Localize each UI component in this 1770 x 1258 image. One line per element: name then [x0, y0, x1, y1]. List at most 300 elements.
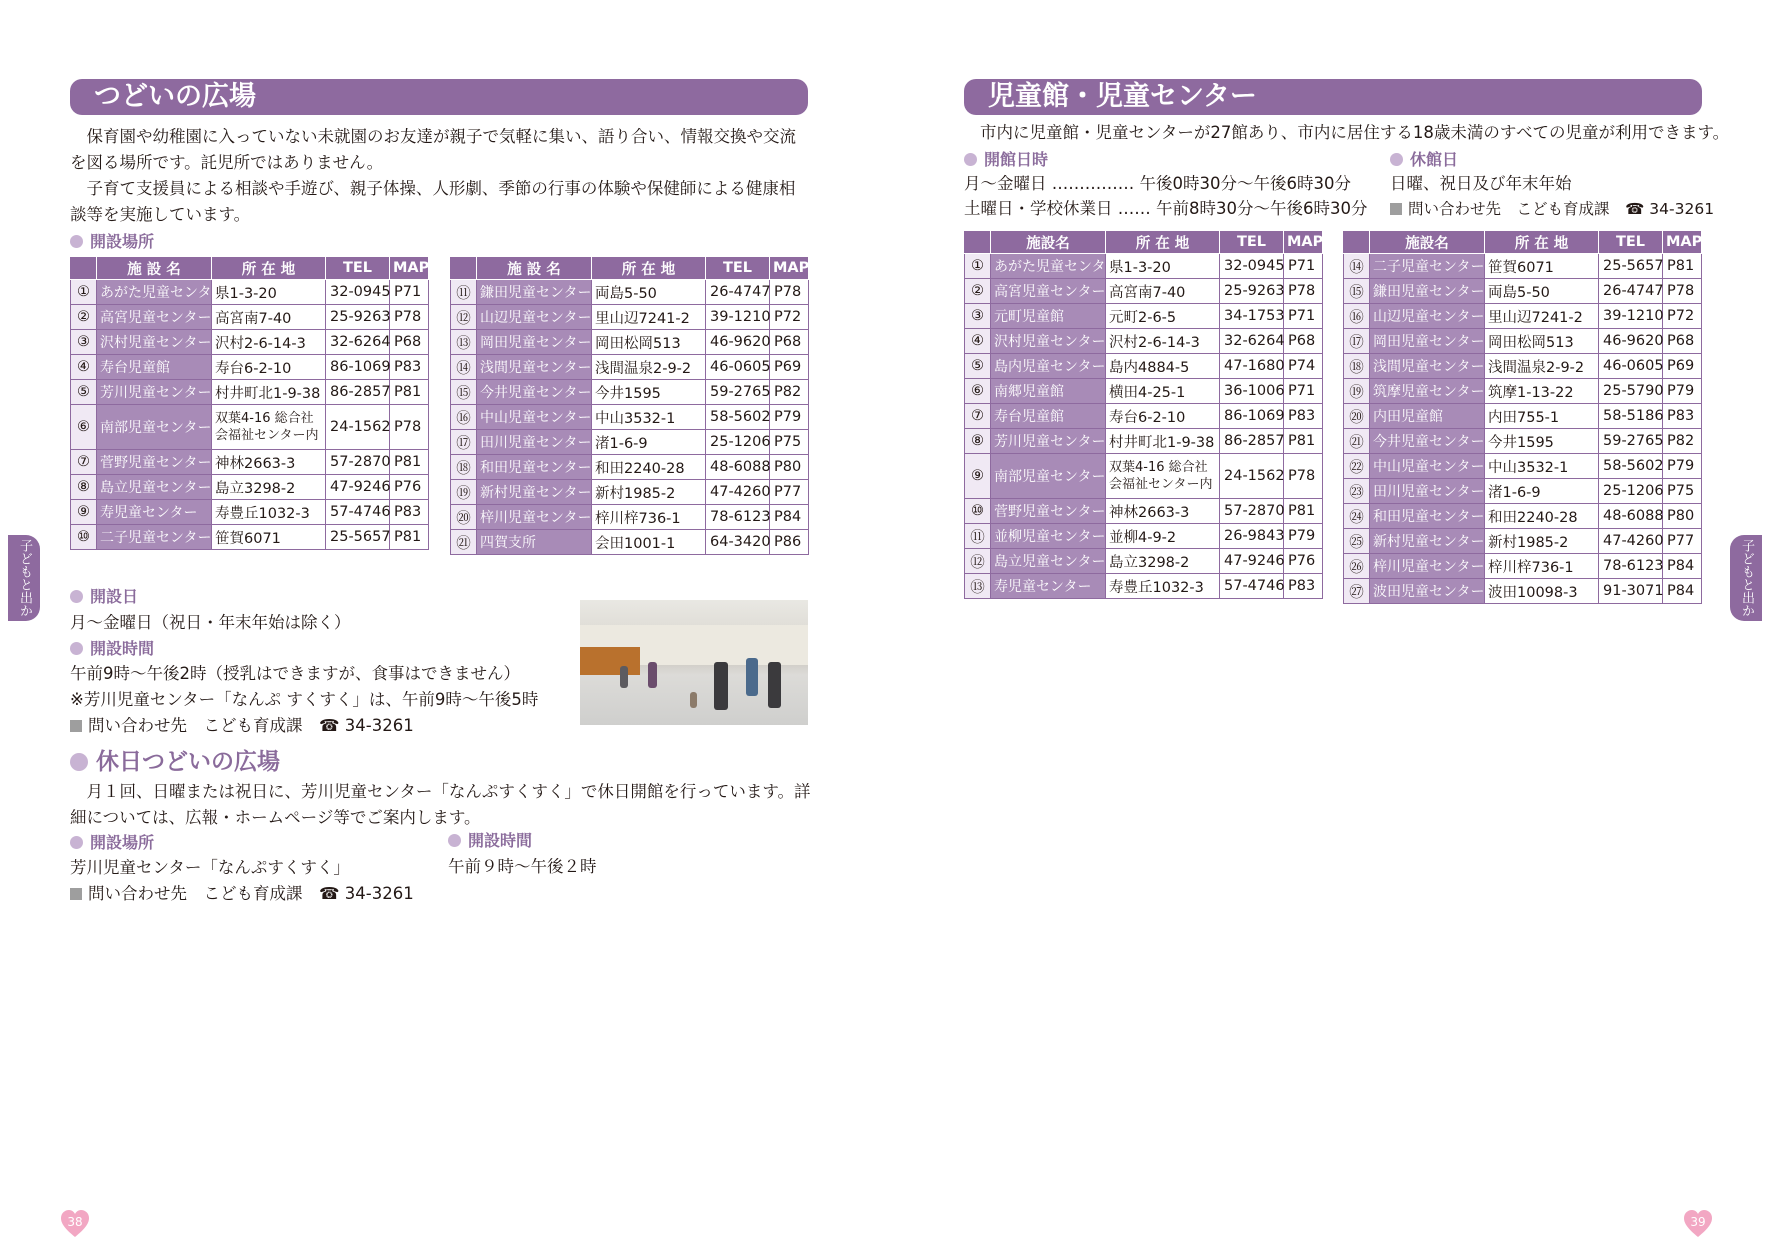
- facility-map-page: P76: [390, 475, 429, 500]
- table-row: [71, 525, 429, 550]
- facility-address: 高宮南7-40: [1106, 279, 1220, 304]
- header-name: 施 設 名: [97, 257, 212, 280]
- facility-address: 両島5-50: [1485, 279, 1599, 304]
- facility-address: 島内4884-5: [1106, 354, 1220, 379]
- header-number: [451, 257, 477, 280]
- table-row: [965, 574, 1323, 599]
- facility-address: 寿豊丘1032-3: [212, 500, 326, 525]
- table-row: [451, 455, 809, 480]
- bullet-icon: [70, 235, 83, 248]
- table-row: [965, 304, 1323, 329]
- table-row: [965, 254, 1323, 279]
- table-header-row: [71, 257, 429, 280]
- table-row: [1344, 454, 1702, 479]
- facility-name: 鎌田児童センター: [1370, 279, 1485, 304]
- row-number: ⑰: [451, 430, 477, 455]
- facility-map-page: P81: [1284, 429, 1323, 454]
- row-number: ⑩: [71, 525, 97, 550]
- facility-name: 南部児童センター: [991, 454, 1106, 499]
- left-page-number: 38: [60, 1209, 90, 1239]
- facility-name: 中山児童センター: [477, 405, 592, 430]
- facility-tel: 59-2765: [1599, 429, 1663, 454]
- facility-name: 田川児童センター: [1370, 479, 1485, 504]
- facility-tel: 78-6123: [1599, 554, 1663, 579]
- facility-name: 島立児童センター: [991, 549, 1106, 574]
- facility-map-page: P68: [1284, 329, 1323, 354]
- facility-name: 南郷児童館: [991, 379, 1106, 404]
- facility-tel: 32-6264: [326, 330, 390, 355]
- facility-map-page: P68: [1663, 329, 1702, 354]
- row-number: ㉒: [1344, 454, 1370, 479]
- facility-map-page: P79: [1284, 524, 1323, 549]
- table-row: [71, 405, 429, 450]
- facility-map-page: P74: [1284, 354, 1323, 379]
- row-number: ②: [965, 279, 991, 304]
- header-address: 所 在 地: [1106, 231, 1220, 254]
- facility-name: 南部児童センター: [97, 405, 212, 450]
- table-row: [1344, 579, 1702, 604]
- left-facility-table-2: [450, 256, 809, 555]
- facility-map-page: P82: [1663, 429, 1702, 454]
- facility-map-page: P71: [1284, 304, 1323, 329]
- left-facility-table-1: [70, 256, 429, 550]
- facility-address: 県1-3-20: [212, 280, 326, 305]
- facility-address: 村井町北1-9-38: [212, 380, 326, 405]
- right-facility-table-2: [1343, 230, 1702, 604]
- header-map: MAP: [770, 257, 809, 280]
- facility-map-page: P86: [770, 530, 809, 555]
- facility-map-page: P69: [770, 355, 809, 380]
- facility-map-page: P77: [1663, 529, 1702, 554]
- row-number: ⑪: [965, 524, 991, 549]
- row-number: ④: [71, 355, 97, 380]
- facility-name: あがた児童センター: [97, 280, 212, 305]
- row-number: ⑮: [1344, 279, 1370, 304]
- facility-map-page: P71: [1284, 379, 1323, 404]
- header-map: MAP: [1284, 231, 1323, 254]
- bullet-icon: [70, 642, 83, 655]
- table-row: [965, 279, 1323, 304]
- holiday-place: 芳川児童センター「なんぷすくすく」: [70, 858, 350, 877]
- header-tel: TEL: [1599, 231, 1663, 254]
- facility-name: 和田児童センター: [1370, 504, 1485, 529]
- header-tel: TEL: [706, 257, 770, 280]
- table-row: [451, 380, 809, 405]
- row-number: ⑤: [965, 354, 991, 379]
- holiday-place-heading: 開設場所: [70, 832, 154, 854]
- facility-tel: 25-5790: [1599, 379, 1663, 404]
- table-row: [1344, 504, 1702, 529]
- facility-address: 元町2-6-5: [1106, 304, 1220, 329]
- table-row: [1344, 429, 1702, 454]
- row-number: ⑬: [451, 330, 477, 355]
- facility-address: 島立3298-2: [212, 475, 326, 500]
- facility-map-page: P83: [390, 355, 429, 380]
- right-section-title: 児童館・児童センター: [964, 79, 1702, 115]
- facility-address: 笹賀6071: [1485, 254, 1599, 279]
- facility-name: 中山児童センター: [1370, 454, 1485, 479]
- table-row: [1344, 304, 1702, 329]
- facility-name: 四賀支所: [477, 530, 592, 555]
- table-row: [71, 355, 429, 380]
- facility-address: 並柳4-9-2: [1106, 524, 1220, 549]
- row-number: ㉔: [1344, 504, 1370, 529]
- row-number: ①: [965, 254, 991, 279]
- row-number: ⑳: [451, 505, 477, 530]
- facility-tel: 25-9263: [1220, 279, 1284, 304]
- table-row: [1344, 529, 1702, 554]
- facility-map-page: P78: [390, 405, 429, 450]
- facility-name: 梓川児童センター: [477, 505, 592, 530]
- facility-name: 菅野児童センター: [97, 450, 212, 475]
- left-days: 月～金曜日（祝日・年末年始は除く）: [70, 613, 351, 632]
- facility-name: 新村児童センター: [1370, 529, 1485, 554]
- facility-tel: 46-9620: [706, 330, 770, 355]
- table-row: [451, 305, 809, 330]
- facility-address: 横田4-25-1: [1106, 379, 1220, 404]
- row-number: ⑧: [71, 475, 97, 500]
- holiday-time-heading: 開設時間: [448, 830, 532, 852]
- header-address: 所 在 地: [1485, 231, 1599, 254]
- row-number: ㉓: [1344, 479, 1370, 504]
- facility-address: 浅間温泉2-9-2: [592, 355, 706, 380]
- facility-name: 並柳児童センター: [991, 524, 1106, 549]
- table-row: [71, 500, 429, 525]
- facility-tel: 32-0945: [326, 280, 390, 305]
- facility-name: 岡田児童センター: [477, 330, 592, 355]
- row-number: ③: [71, 330, 97, 355]
- row-number: ⑨: [965, 454, 991, 499]
- facility-name: 浅間児童センター: [477, 355, 592, 380]
- bullet-icon: [964, 153, 977, 166]
- facility-tel: 25-1206: [1599, 479, 1663, 504]
- row-number: ⑫: [965, 549, 991, 574]
- table-row: [451, 280, 809, 305]
- facility-map-page: P76: [1284, 549, 1323, 574]
- facility-map-page: P79: [770, 405, 809, 430]
- facility-map-page: P78: [1284, 279, 1323, 304]
- facility-map-page: P84: [1663, 579, 1702, 604]
- row-number: ⑥: [71, 405, 97, 450]
- table-row: [451, 330, 809, 355]
- bullet-icon: [70, 836, 83, 849]
- header-map: MAP: [390, 257, 429, 280]
- left-intro-2: 子育て支援員による相談や手遊び、親子体操、人形劇、季節の行事の体験や保健師による健康相談等を実施しています。: [70, 179, 796, 224]
- table-row: [451, 505, 809, 530]
- facility-address: 岡田松岡513: [1485, 329, 1599, 354]
- row-number: ⑳: [1344, 404, 1370, 429]
- facility-name: 田川児童センター: [477, 430, 592, 455]
- facility-tel: 26-4747: [706, 280, 770, 305]
- facility-map-page: P83: [1284, 574, 1323, 599]
- row-number: ④: [965, 329, 991, 354]
- facility-name: 今井児童センター: [1370, 429, 1485, 454]
- facility-tel: 86-1069: [326, 355, 390, 380]
- table-row: [1344, 254, 1702, 279]
- table-row: [1344, 554, 1702, 579]
- facility-name: 高宮児童センター: [97, 305, 212, 330]
- facility-tel: 46-9620: [1599, 329, 1663, 354]
- facility-tel: 47-9246: [326, 475, 390, 500]
- facility-address: 県1-3-20: [1106, 254, 1220, 279]
- facility-map-page: P78: [770, 280, 809, 305]
- table-row: [965, 499, 1323, 524]
- facility-address: 寿台6-2-10: [1106, 404, 1220, 429]
- header-tel: TEL: [1220, 231, 1284, 254]
- header-map: MAP: [1663, 231, 1702, 254]
- facility-name: 沢村児童センター: [991, 329, 1106, 354]
- row-number: ⑱: [451, 455, 477, 480]
- facility-tel: 57-4746: [1220, 574, 1284, 599]
- row-number: ⑯: [451, 405, 477, 430]
- facility-address: 渚1-6-9: [592, 430, 706, 455]
- facility-tel: 64-3420: [706, 530, 770, 555]
- row-number: ⑲: [451, 480, 477, 505]
- facility-tel: 25-1206: [706, 430, 770, 455]
- table-row: [965, 549, 1323, 574]
- row-number: ③: [965, 304, 991, 329]
- left-hours-note: ※芳川児童センター「なんぷ すくすく」は、午前9時～午後5時: [70, 690, 539, 709]
- facility-map-page: P80: [770, 455, 809, 480]
- row-number: ②: [71, 305, 97, 330]
- facility-tel: 26-4747: [1599, 279, 1663, 304]
- right-contact: 問い合わせ先 こども育成課 ☎ 34-3261: [1390, 197, 1714, 221]
- header-name: 施設名: [991, 231, 1106, 254]
- facility-tel: 58-5602: [706, 405, 770, 430]
- facility-name: 内田児童館: [1370, 404, 1485, 429]
- facility-name: 和田児童センター: [477, 455, 592, 480]
- bullet-icon: [1390, 153, 1403, 166]
- facility-tel: 36-1006: [1220, 379, 1284, 404]
- facility-tel: 34-1753: [1220, 304, 1284, 329]
- left-contact: 問い合わせ先 こども育成課 ☎ 34-3261: [70, 714, 414, 738]
- facility-name: 高宮児童センター: [991, 279, 1106, 304]
- facility-address: 浅間温泉2-9-2: [1485, 354, 1599, 379]
- table-header-row: [965, 231, 1323, 254]
- table-row: [1344, 329, 1702, 354]
- table-row: [451, 530, 809, 555]
- row-number: ⑨: [71, 500, 97, 525]
- facility-map-page: P79: [1663, 454, 1702, 479]
- facility-name: 岡田児童センター: [1370, 329, 1485, 354]
- table-row: [965, 404, 1323, 429]
- facility-map-page: P75: [1663, 479, 1702, 504]
- facility-tel: 47-4260: [1599, 529, 1663, 554]
- square-icon: [70, 888, 82, 900]
- facility-tel: 25-5657: [326, 525, 390, 550]
- facility-map-page: P84: [770, 505, 809, 530]
- facility-address: 波田10098-3: [1485, 579, 1599, 604]
- facility-map-page: P79: [1663, 379, 1702, 404]
- facility-name: 芳川児童センター: [97, 380, 212, 405]
- facility-map-page: P78: [1284, 454, 1323, 499]
- facility-address: 双葉4-16 総合社会福祉センター内: [1106, 454, 1220, 499]
- row-number: ㉖: [1344, 554, 1370, 579]
- facility-address: 梓川梓736-1: [592, 505, 706, 530]
- holiday-text: 月１回、日曜または祝日に、芳川児童センター「なんぷすくすく」で休日開館を行っています。詳細については、広報・ホームページ等でご案内します。: [70, 782, 811, 827]
- facility-map-page: P81: [1663, 254, 1702, 279]
- facility-address: 中山3532-1: [1485, 454, 1599, 479]
- facility-name: 山辺児童センター: [1370, 304, 1485, 329]
- left-days-heading: 開設日: [70, 586, 138, 608]
- right-page-number: 39: [1683, 1209, 1713, 1239]
- facility-name: 島内児童センター: [991, 354, 1106, 379]
- right-facility-table-1: [964, 230, 1323, 599]
- row-number: ⑭: [451, 355, 477, 380]
- facility-tel: 32-6264: [1220, 329, 1284, 354]
- left-side-tab: 子どもと出か: [8, 535, 40, 621]
- facility-address: 両島5-50: [592, 280, 706, 305]
- table-row: [1344, 379, 1702, 404]
- facility-map-page: P81: [390, 450, 429, 475]
- left-place-heading: 開設場所: [70, 231, 154, 253]
- table-header-row: [451, 257, 809, 280]
- row-number: ⑰: [1344, 329, 1370, 354]
- table-row: [451, 430, 809, 455]
- facility-name: 寿児童センター: [991, 574, 1106, 599]
- facility-map-page: P78: [1663, 279, 1702, 304]
- row-number: ①: [71, 280, 97, 305]
- row-number: ⑫: [451, 305, 477, 330]
- facility-tel: 46-0605: [1599, 354, 1663, 379]
- facility-name: 島立児童センター: [97, 475, 212, 500]
- facility-map-page: P77: [770, 480, 809, 505]
- row-number: ⑧: [965, 429, 991, 454]
- row-number: ⑦: [965, 404, 991, 429]
- facility-map-page: P81: [1284, 499, 1323, 524]
- activity-photo: [580, 600, 808, 725]
- facility-tel: 24-1562: [1220, 454, 1284, 499]
- row-number: ⑬: [965, 574, 991, 599]
- facility-tel: 58-5186: [1599, 404, 1663, 429]
- facility-name: 今井児童センター: [477, 380, 592, 405]
- facility-tel: 86-1069: [1220, 404, 1284, 429]
- table-header-row: [1344, 231, 1702, 254]
- facility-name: 菅野児童センター: [991, 499, 1106, 524]
- facility-map-page: P83: [1284, 404, 1323, 429]
- facility-tel: 25-5657: [1599, 254, 1663, 279]
- facility-name: 山辺児童センター: [477, 305, 592, 330]
- table-row: [71, 475, 429, 500]
- facility-address: 新村1985-2: [1485, 529, 1599, 554]
- facility-address: 新村1985-2: [592, 480, 706, 505]
- facility-map-page: P68: [390, 330, 429, 355]
- table-row: [965, 429, 1323, 454]
- facility-address: 寿台6-2-10: [212, 355, 326, 380]
- table-row: [451, 355, 809, 380]
- facility-address: 神林2663-3: [212, 450, 326, 475]
- facility-tel: 32-0945: [1220, 254, 1284, 279]
- facility-map-page: P80: [1663, 504, 1702, 529]
- table-row: [1344, 279, 1702, 304]
- facility-address: 中山3532-1: [592, 405, 706, 430]
- bullet-icon: [448, 834, 461, 847]
- facility-address: 会田1001-1: [592, 530, 706, 555]
- row-number: ⑦: [71, 450, 97, 475]
- facility-tel: 47-4260: [706, 480, 770, 505]
- facility-tel: 24-1562: [326, 405, 390, 450]
- facility-name: 寿児童センター: [97, 500, 212, 525]
- right-open-weekday: 月～金曜日 …………… 午後0時30分～午後6時30分: [964, 174, 1351, 193]
- facility-tel: 57-4746: [326, 500, 390, 525]
- facility-map-page: P71: [390, 280, 429, 305]
- facility-map-page: P81: [390, 525, 429, 550]
- facility-map-page: P68: [770, 330, 809, 355]
- facility-name: あがた児童センター: [991, 254, 1106, 279]
- left-hours-heading: 開設時間: [70, 638, 154, 660]
- left-hours: 午前9時～午後2時（授乳はできますが、食事はできません）: [70, 664, 520, 683]
- holiday-heading: 休日つどいの広場: [70, 747, 280, 777]
- facility-map-page: P84: [1663, 554, 1702, 579]
- row-number: ⑱: [1344, 354, 1370, 379]
- table-row: [1344, 404, 1702, 429]
- facility-tel: 46-0605: [706, 355, 770, 380]
- table-row: [965, 454, 1323, 499]
- table-row: [71, 305, 429, 330]
- facility-map-page: P72: [770, 305, 809, 330]
- header-name: 施 設 名: [477, 257, 592, 280]
- table-row: [1344, 354, 1702, 379]
- facility-address: 和田2240-28: [1485, 504, 1599, 529]
- row-number: ⑲: [1344, 379, 1370, 404]
- facility-address: 今井1595: [592, 380, 706, 405]
- facility-name: 浅間児童センター: [1370, 354, 1485, 379]
- facility-tel: 86-2857: [326, 380, 390, 405]
- facility-tel: 57-2870: [326, 450, 390, 475]
- table-row: [965, 524, 1323, 549]
- facility-address: 里山辺7241-2: [1485, 304, 1599, 329]
- facility-map-page: P78: [390, 305, 429, 330]
- right-intro: 市内に児童館・児童センターが27館あり、市内に居住する18歳未満のすべての児童が利用できます。: [980, 123, 1730, 142]
- bullet-icon: [70, 590, 83, 603]
- table-row: [71, 450, 429, 475]
- facility-tel: 47-9246: [1220, 549, 1284, 574]
- right-open-saturday: 土曜日・学校休業日 …… 午前8時30分～午後6時30分: [964, 199, 1368, 218]
- header-number: [1344, 231, 1370, 254]
- row-number: ⑥: [965, 379, 991, 404]
- facility-name: 筑摩児童センター: [1370, 379, 1485, 404]
- facility-address: 今井1595: [1485, 429, 1599, 454]
- facility-address: 梓川梓736-1: [1485, 554, 1599, 579]
- facility-tel: 59-2765: [706, 380, 770, 405]
- facility-map-page: P69: [1663, 354, 1702, 379]
- row-number: ⑤: [71, 380, 97, 405]
- facility-name: 沢村児童センター: [97, 330, 212, 355]
- facility-map-page: P83: [390, 500, 429, 525]
- facility-address: 里山辺7241-2: [592, 305, 706, 330]
- right-closed-heading: 休館日: [1390, 149, 1458, 171]
- table-row: [451, 480, 809, 505]
- row-number: ⑩: [965, 499, 991, 524]
- row-number: ㉑: [451, 530, 477, 555]
- facility-tel: 26-9843: [1220, 524, 1284, 549]
- facility-address: 渚1-6-9: [1485, 479, 1599, 504]
- facility-name: 元町児童館: [991, 304, 1106, 329]
- header-number: [71, 257, 97, 280]
- header-number: [965, 231, 991, 254]
- facility-tel: 78-6123: [706, 505, 770, 530]
- facility-address: 神林2663-3: [1106, 499, 1220, 524]
- facility-name: 新村児童センター: [477, 480, 592, 505]
- row-number: ㉑: [1344, 429, 1370, 454]
- facility-tel: 47-1680: [1220, 354, 1284, 379]
- facility-name: 梓川児童センター: [1370, 554, 1485, 579]
- facility-tel: 39-1210: [706, 305, 770, 330]
- holiday-contact: 問い合わせ先 こども育成課 ☎ 34-3261: [70, 882, 414, 906]
- table-row: [1344, 479, 1702, 504]
- facility-tel: 91-3071: [1599, 579, 1663, 604]
- header-tel: TEL: [326, 257, 390, 280]
